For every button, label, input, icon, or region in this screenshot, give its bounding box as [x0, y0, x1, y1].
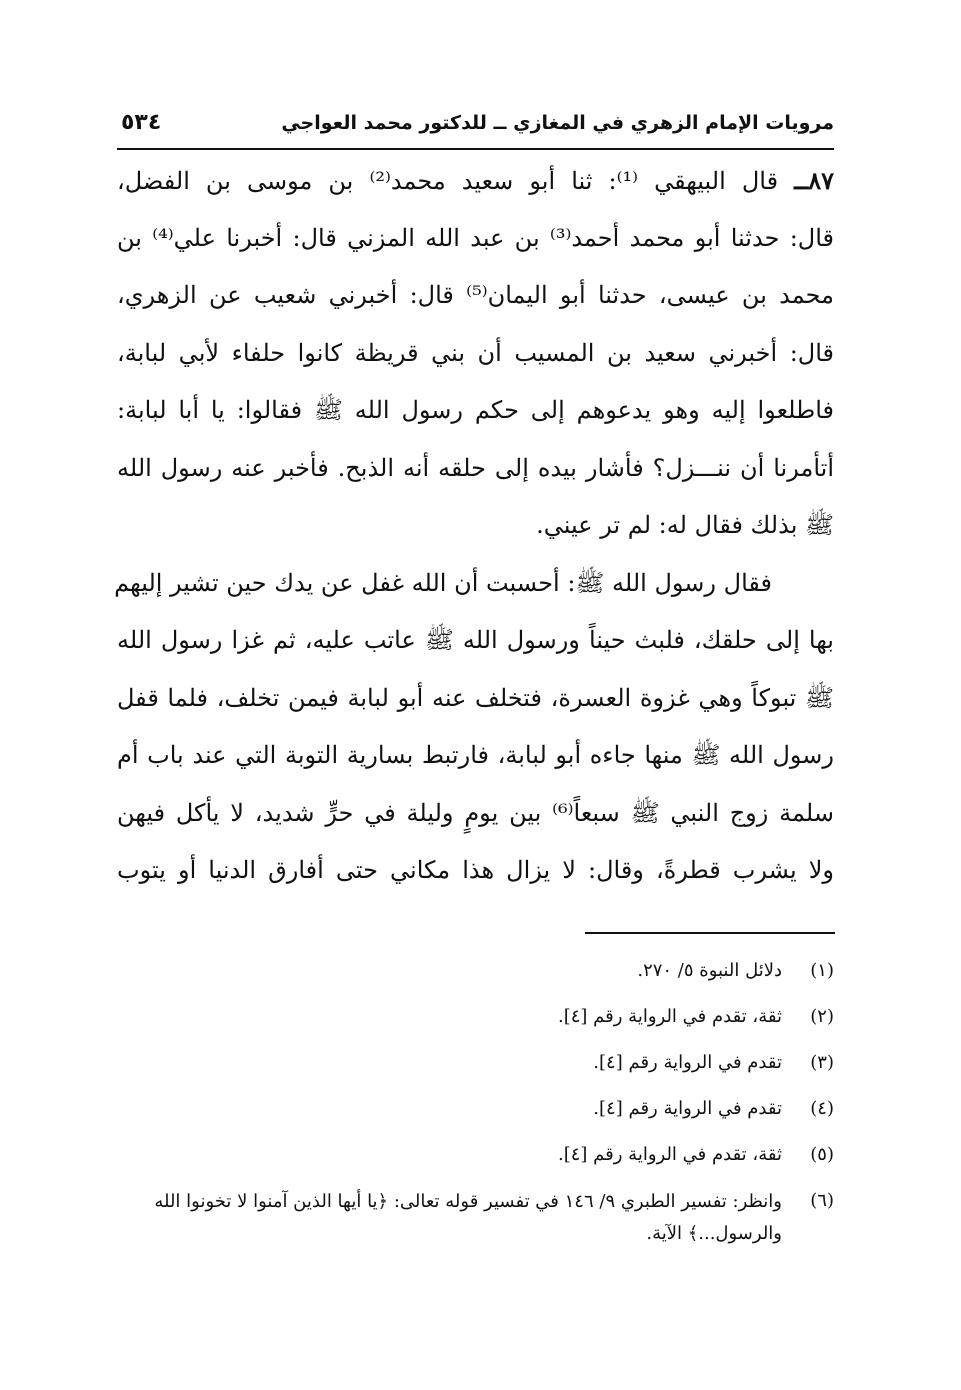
footnote-text: دلائل النبوة ٥/ ٢٧٠.: [637, 960, 782, 981]
footnotes: [117, 948, 834, 1250]
footnote-text: تقدم في الرواية رقم [٤].: [593, 1098, 782, 1119]
text-line: ولا يشرب قطرةً، وقال: لا يزال هذا مكاني حتى أفارق الدنيا أو يتوب: [117, 856, 834, 884]
footnote-item: [117, 1178, 834, 1250]
text-line: بها إلى حلقك، فلبث حيناً ورسول الله ﷺ عاتب عليه، ثم غزا رسول الله: [117, 626, 834, 654]
footnote-text: ثقة، تقدم في الرواية رقم [٤].: [558, 1006, 782, 1027]
page-number: ٥٣٤: [121, 110, 162, 135]
text-line: ﷺ بذلك فقال له: لم تر عيني.: [536, 511, 834, 539]
footnote-text: وانظر: تفسير الطبري ٩/ ١٤٦ في تفسير قوله تعالى: ﴿يا أيها الذين آمنوا لا تخونوا الله والرسول...﴾ الآية.: [154, 1191, 782, 1244]
text-line: [117, 152, 834, 210]
footnote-text: ثقة، تقدم في الرواية رقم [٤].: [558, 1144, 782, 1165]
footnote-text: تقدم في الرواية رقم [٤].: [593, 1052, 782, 1073]
text-line: فقال رسول الله ﷺ: أحسبت أن الله غفل عن يدك حين تشير إليهم: [114, 568, 772, 597]
text-line: ﷺ تبوكاً وهي غزوة العسرة، فتخلف عنه أبو لبابة فيمن تخلف، فلما قفل: [117, 683, 834, 712]
footnote-item: [117, 994, 834, 1040]
footnote-number: (١): [810, 960, 834, 981]
footnote-number: (٣): [810, 1052, 834, 1073]
text-line: أتأمرنا أن ننـــزل؟ فأشار بيده إلى حلقه أنه الذبح. فأخبر عنه رسول الله: [117, 453, 834, 482]
text-line-content: قال البيهقي ⁽¹⁾: ثنا أبو سعيد محمد⁽²⁾ بن موسى بن الفضل،: [117, 167, 795, 195]
text-line: قال: حدثنا أبو محمد أحمد⁽³⁾ بن عبد الله المزني قال: أخبرنا علي⁽⁴⁾ بن: [117, 223, 834, 252]
footnote-item: [117, 948, 834, 994]
text-line: سلمة زوج النبي ﷺ سبعاً⁽⁶⁾ بين يومٍ وليلة في حرٍّ شديد، لا يأكل فيهن: [117, 798, 834, 827]
text-line: محمد بن عيسى، حدثنا أبو اليمان⁽⁵⁾ قال: أخبرني شعيب عن الزهري،: [117, 281, 834, 309]
footnote-number: (٦): [810, 1190, 834, 1211]
footnote-number: (٢): [810, 1006, 834, 1027]
footnote-number: (٥): [810, 1144, 834, 1165]
footnote-item: [117, 1132, 834, 1178]
narration-number: ٨٧ــ: [794, 166, 834, 195]
running-header: [117, 104, 834, 150]
footnote-item: [117, 1086, 834, 1132]
text-line: قال: أخبرني سعيد بن المسيب أن بني قريظة كانوا حلفاء لأبي لبابة،: [117, 338, 834, 367]
text-line: فاطلعوا إليه وهو يدعوهم إلى حكم رسول الله ﷺ فقالوا: يا أبا لبابة:: [117, 396, 834, 424]
footnote-number: (٤): [810, 1098, 834, 1119]
footnote-item: [117, 1040, 834, 1086]
main-text: [114, 152, 834, 900]
header-title: مرويات الإمام الزهري في المغازي ــ للدكتور محمد العواجي: [281, 112, 834, 134]
footnote-separator: [585, 932, 835, 934]
text-line: رسول الله ﷺ منها جاءه أبو لبابة، فارتبط بسارية التوبة التي عند باب أم: [117, 741, 834, 769]
